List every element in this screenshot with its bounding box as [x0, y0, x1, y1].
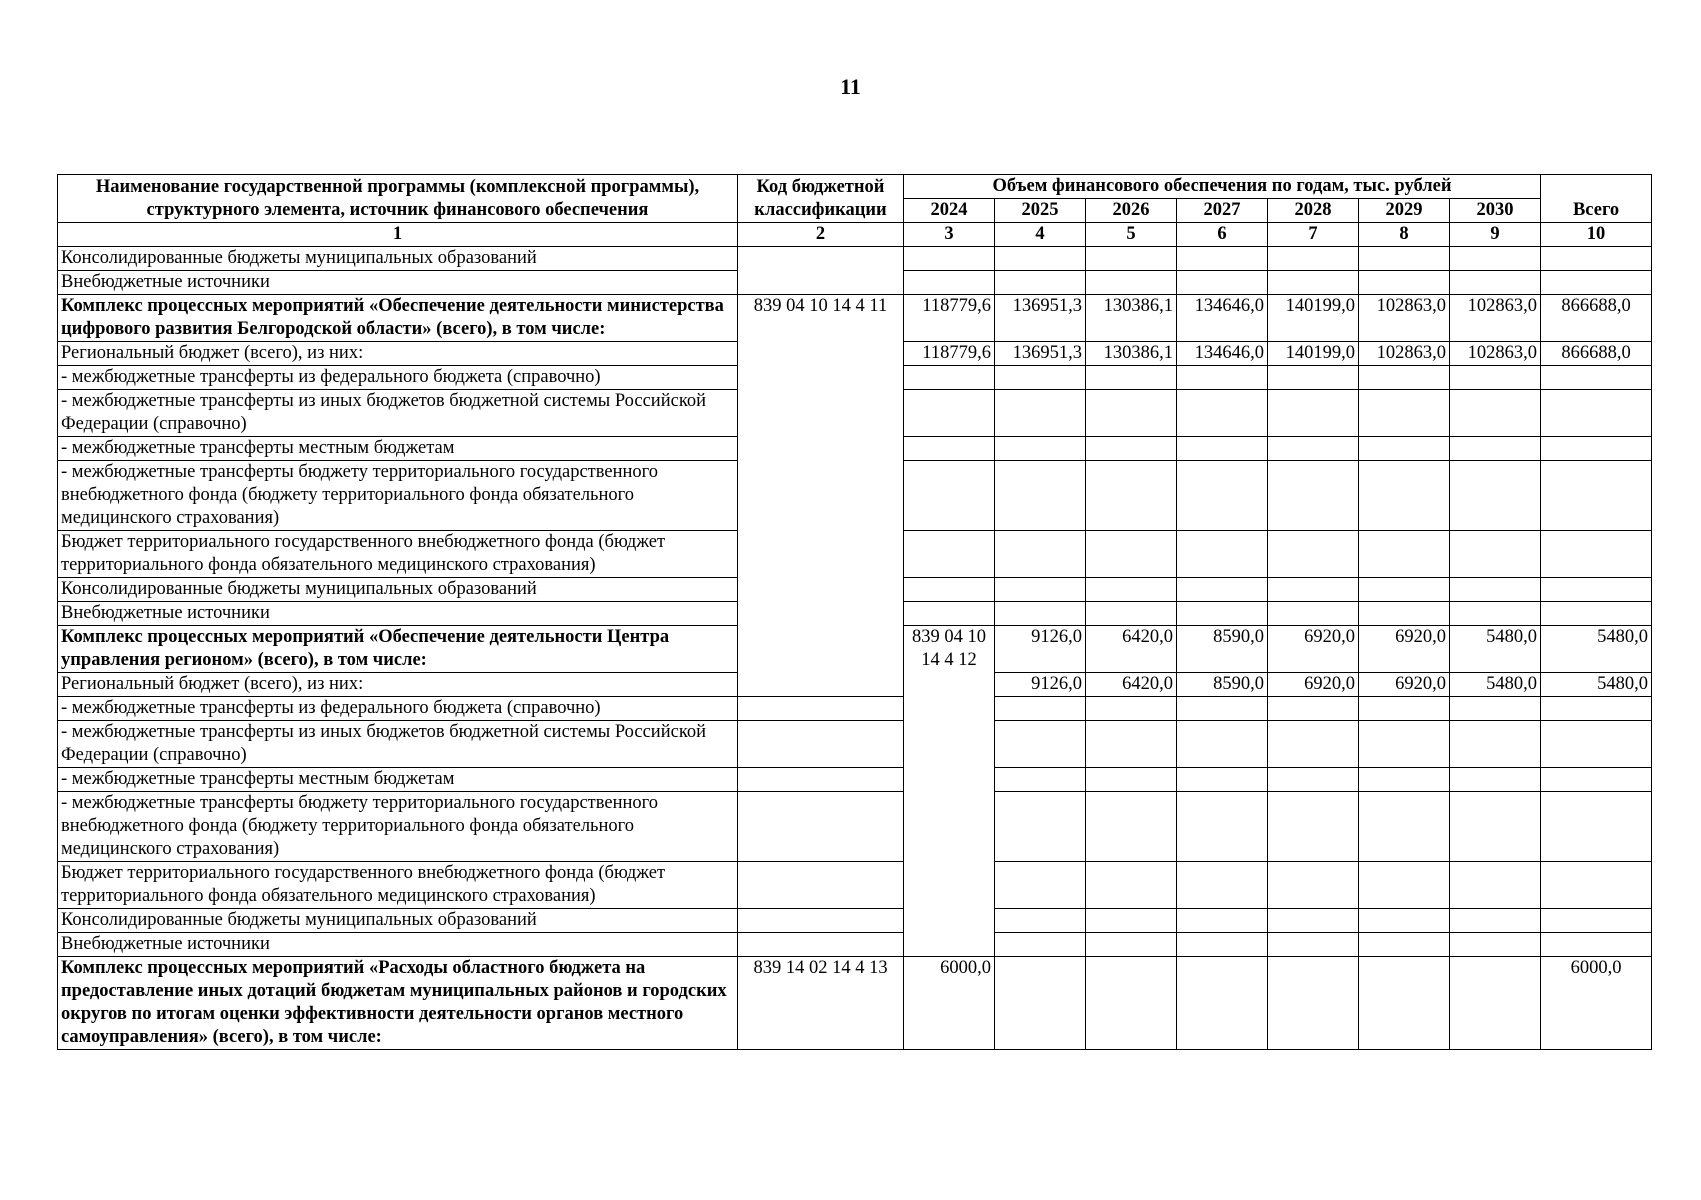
row-value	[1359, 697, 1450, 721]
row-value	[1450, 602, 1541, 626]
table-row	[58, 862, 1652, 909]
row-value	[1177, 271, 1268, 295]
row-value	[1268, 933, 1359, 957]
row-value	[995, 247, 1086, 271]
row-value	[738, 862, 904, 909]
row-value	[1086, 247, 1177, 271]
row-value: 6920,0	[1268, 673, 1359, 697]
row-value: 130386,1	[1086, 342, 1177, 366]
row-value	[995, 602, 1086, 626]
row-value	[1177, 721, 1268, 768]
row-value	[1177, 768, 1268, 792]
row-value: 5480,0	[1541, 626, 1652, 673]
row-value	[1450, 721, 1541, 768]
col-number: 7	[1268, 223, 1359, 247]
row-value	[904, 390, 995, 437]
row-value	[1359, 437, 1450, 461]
row-name: Бюджет территориального государственного внебюджетного фонда (бюджет территориального фонда обязательного медицинского страхования)	[58, 531, 738, 578]
table-row	[58, 697, 1652, 721]
row-total	[1541, 768, 1652, 792]
row-value	[1450, 957, 1541, 1050]
row-value	[904, 602, 995, 626]
row-value: 5480,0	[1450, 626, 1541, 673]
row-value	[1268, 792, 1359, 862]
header-year: 2028	[1268, 199, 1359, 223]
row-value	[1086, 768, 1177, 792]
row-value	[1268, 768, 1359, 792]
header-name: Наименование государственной программы (комплексной программы), структурного элемента, источник финансового обеспечения	[58, 175, 738, 223]
row-value	[904, 437, 995, 461]
row-value	[1450, 578, 1541, 602]
col-number: 9	[1450, 223, 1541, 247]
row-name: - межбюджетные трансферты из федерального бюджета (справочно)	[58, 366, 738, 390]
row-value: 6920,0	[1359, 673, 1450, 697]
page-number: 11	[840, 74, 861, 99]
col-number: 6	[1177, 223, 1268, 247]
row-value: 6920,0	[1359, 626, 1450, 673]
col-number: 2	[738, 223, 904, 247]
row-total	[1541, 721, 1652, 768]
header-volume: Объем финансового обеспечения по годам, тыс. рублей	[904, 175, 1541, 199]
row-total	[1541, 271, 1652, 295]
row-value	[1086, 933, 1177, 957]
row-value	[1359, 390, 1450, 437]
row-value	[1086, 366, 1177, 390]
row-value	[1177, 461, 1268, 531]
row-name: - межбюджетные трансферты бюджету территориального государственного внебюджетного фонда (бюджету территориального фонда обязательного медицинского страхования)	[58, 792, 738, 862]
row-value	[738, 933, 904, 957]
row-value	[1268, 721, 1359, 768]
row-value	[1450, 909, 1541, 933]
row-total	[1541, 578, 1652, 602]
row-value	[1450, 437, 1541, 461]
row-value	[995, 909, 1086, 933]
row-value	[1177, 697, 1268, 721]
row-total	[1541, 366, 1652, 390]
financing-table	[57, 174, 1652, 1050]
header-year: 2025	[995, 199, 1086, 223]
row-value: 9126,0	[995, 626, 1086, 673]
row-value	[1177, 578, 1268, 602]
row-value	[1086, 862, 1177, 909]
row-value	[1268, 247, 1359, 271]
header-year: 2030	[1450, 199, 1541, 223]
row-value	[738, 909, 904, 933]
row-total	[1541, 909, 1652, 933]
header-total: Всего	[1541, 199, 1652, 223]
row-value	[1086, 531, 1177, 578]
row-value	[1359, 578, 1450, 602]
row-value	[1359, 792, 1450, 862]
header-year: 2026	[1086, 199, 1177, 223]
row-total	[1541, 862, 1652, 909]
row-value	[1086, 390, 1177, 437]
row-value	[995, 933, 1086, 957]
row-total: 6000,0	[1541, 957, 1652, 1050]
row-value: 140199,0	[1268, 342, 1359, 366]
row-value	[1086, 578, 1177, 602]
row-value	[904, 578, 995, 602]
row-value	[1086, 461, 1177, 531]
row-value	[995, 957, 1086, 1050]
row-value	[1450, 792, 1541, 862]
row-value	[995, 792, 1086, 862]
row-value	[995, 366, 1086, 390]
row-value	[1359, 909, 1450, 933]
row-value	[995, 697, 1086, 721]
row-value: 8590,0	[1177, 626, 1268, 673]
row-value	[1450, 271, 1541, 295]
row-name: Внебюджетные источники	[58, 933, 738, 957]
row-code	[738, 247, 904, 295]
row-value	[738, 792, 904, 862]
row-value	[1450, 862, 1541, 909]
row-name: Комплекс процессных мероприятий «Обеспечение деятельности министерства цифрового развития Белгородской области» (всего), в том числе:	[58, 295, 738, 342]
row-value	[995, 390, 1086, 437]
row-value: 118779,6	[904, 295, 995, 342]
row-value: 6000,0	[904, 957, 995, 1050]
row-name: - межбюджетные трансферты из федерального бюджета (справочно)	[58, 697, 738, 721]
row-code: 839 14 02 14 4 13	[738, 957, 904, 1050]
row-value	[1177, 862, 1268, 909]
row-value	[1450, 531, 1541, 578]
row-value: 5480,0	[1541, 673, 1652, 697]
table-row	[58, 792, 1652, 862]
row-value	[1450, 247, 1541, 271]
col-number: 8	[1359, 223, 1450, 247]
row-value	[904, 531, 995, 578]
table-body	[58, 247, 1652, 1050]
row-value	[1086, 792, 1177, 862]
row-value: 6420,0	[1086, 626, 1177, 673]
row-value	[1086, 271, 1177, 295]
row-value: 134646,0	[1177, 295, 1268, 342]
row-value	[1177, 390, 1268, 437]
row-total	[1541, 531, 1652, 578]
row-value	[1268, 531, 1359, 578]
row-value	[1177, 933, 1268, 957]
table-row	[58, 721, 1652, 768]
row-value	[1450, 390, 1541, 437]
row-total	[1541, 792, 1652, 862]
row-value: 8590,0	[1177, 673, 1268, 697]
row-value	[1450, 461, 1541, 531]
row-value	[904, 247, 995, 271]
row-value: 136951,3	[995, 342, 1086, 366]
row-total	[1541, 697, 1652, 721]
row-value	[995, 768, 1086, 792]
row-name: Бюджет территориального государственного внебюджетного фонда (бюджет территориального фонда обязательного медицинского страхования)	[58, 862, 738, 909]
row-total	[1541, 933, 1652, 957]
row-name: Внебюджетные источники	[58, 271, 738, 295]
row-value	[1086, 957, 1177, 1050]
row-code: 839 04 10 14 4 12	[904, 626, 995, 957]
row-value	[904, 366, 995, 390]
row-value: 9126,0	[995, 673, 1086, 697]
row-value	[1268, 271, 1359, 295]
table-row	[58, 933, 1652, 957]
row-code: 839 04 10 14 4 11	[738, 295, 904, 697]
row-value	[1450, 768, 1541, 792]
row-value	[1359, 721, 1450, 768]
row-value	[1177, 909, 1268, 933]
row-value	[1359, 768, 1450, 792]
row-value	[1450, 697, 1541, 721]
row-value	[1450, 366, 1541, 390]
row-value	[1268, 909, 1359, 933]
row-value: 6420,0	[1086, 673, 1177, 697]
row-total: 866688,0	[1541, 295, 1652, 342]
row-value: 5480,0	[1450, 673, 1541, 697]
row-name: Внебюджетные источники	[58, 602, 738, 626]
row-total	[1541, 602, 1652, 626]
col-number: 5	[1086, 223, 1177, 247]
row-name: Региональный бюджет (всего), из них:	[58, 673, 738, 697]
row-value	[1177, 531, 1268, 578]
row-value	[1177, 247, 1268, 271]
row-value	[1268, 697, 1359, 721]
header-year: 2024	[904, 199, 995, 223]
row-value	[1359, 366, 1450, 390]
row-name: Консолидированные бюджеты муниципальных образований	[58, 909, 738, 933]
row-value	[1177, 366, 1268, 390]
row-name: Комплекс процессных мероприятий «Обеспечение деятельности Центра управления регионом» (всего), в том числе:	[58, 626, 738, 673]
table-row	[58, 957, 1652, 1050]
row-value: 136951,3	[995, 295, 1086, 342]
row-value	[1086, 602, 1177, 626]
row-name: - межбюджетные трансферты местным бюджетам	[58, 437, 738, 461]
row-name: - межбюджетные трансферты из иных бюджетов бюджетной системы Российской Федерации (справочно)	[58, 721, 738, 768]
row-value	[1359, 531, 1450, 578]
row-value	[1359, 271, 1450, 295]
header-year: 2027	[1177, 199, 1268, 223]
row-value	[1268, 578, 1359, 602]
row-name: Комплекс процессных мероприятий «Расходы областного бюджета на предоставление иных дотаций бюджетам муниципальных районов и городских округов по итогам оценки эффективности деятельности органов местного самоуправления» (всего), в том числе:	[58, 957, 738, 1050]
row-value: 102863,0	[1450, 342, 1541, 366]
row-value	[738, 697, 904, 721]
table-row	[58, 909, 1652, 933]
row-value	[1268, 862, 1359, 909]
row-value	[1086, 909, 1177, 933]
row-value	[738, 768, 904, 792]
row-value	[1177, 602, 1268, 626]
row-name: - межбюджетные трансферты бюджету территориального государственного внебюджетного фонда (бюджету территориального фонда обязательного медицинского страхования)	[58, 461, 738, 531]
row-value	[995, 578, 1086, 602]
row-value	[995, 721, 1086, 768]
header-code: Код бюджетной классификации	[738, 175, 904, 223]
row-value	[1359, 247, 1450, 271]
table-row	[58, 247, 1652, 271]
row-value	[1359, 933, 1450, 957]
row-value: 102863,0	[1359, 295, 1450, 342]
row-name: Региональный бюджет (всего), из них:	[58, 342, 738, 366]
row-value	[1177, 957, 1268, 1050]
row-total	[1541, 461, 1652, 531]
col-number: 4	[995, 223, 1086, 247]
row-value: 140199,0	[1268, 295, 1359, 342]
row-value: 134646,0	[1177, 342, 1268, 366]
row-value	[1268, 461, 1359, 531]
row-value	[1268, 957, 1359, 1050]
row-total	[1541, 390, 1652, 437]
row-value: 6920,0	[1268, 626, 1359, 673]
row-total: 866688,0	[1541, 342, 1652, 366]
row-value: 102863,0	[1450, 295, 1541, 342]
row-value	[995, 271, 1086, 295]
row-value	[1268, 390, 1359, 437]
col-number: 10	[1541, 223, 1652, 247]
row-value	[1268, 366, 1359, 390]
row-name: - межбюджетные трансферты местным бюджетам	[58, 768, 738, 792]
row-value	[995, 862, 1086, 909]
row-value: 118779,6	[904, 342, 995, 366]
row-value	[1177, 437, 1268, 461]
row-value	[1268, 602, 1359, 626]
row-value	[1177, 792, 1268, 862]
header-total-top	[1541, 175, 1652, 199]
row-value	[995, 461, 1086, 531]
row-value	[995, 437, 1086, 461]
row-value	[1086, 721, 1177, 768]
row-value	[904, 461, 995, 531]
row-value	[995, 531, 1086, 578]
col-number: 3	[904, 223, 995, 247]
row-name: - межбюджетные трансферты из иных бюджетов бюджетной системы Российской Федерации (справочно)	[58, 390, 738, 437]
row-value	[738, 721, 904, 768]
col-number: 1	[58, 223, 738, 247]
row-total	[1541, 437, 1652, 461]
row-value	[1086, 437, 1177, 461]
row-value: 102863,0	[1359, 342, 1450, 366]
row-value	[1450, 933, 1541, 957]
row-value	[1359, 862, 1450, 909]
row-value	[1086, 697, 1177, 721]
row-value	[1359, 461, 1450, 531]
row-value	[1359, 602, 1450, 626]
row-total	[1541, 247, 1652, 271]
row-name: Консолидированные бюджеты муниципальных образований	[58, 247, 738, 271]
row-name: Консолидированные бюджеты муниципальных образований	[58, 578, 738, 602]
row-value	[1359, 957, 1450, 1050]
table-row	[58, 768, 1652, 792]
row-value	[904, 271, 995, 295]
table-row	[58, 295, 1652, 342]
row-value	[1268, 437, 1359, 461]
header-year: 2029	[1359, 199, 1450, 223]
row-value: 130386,1	[1086, 295, 1177, 342]
